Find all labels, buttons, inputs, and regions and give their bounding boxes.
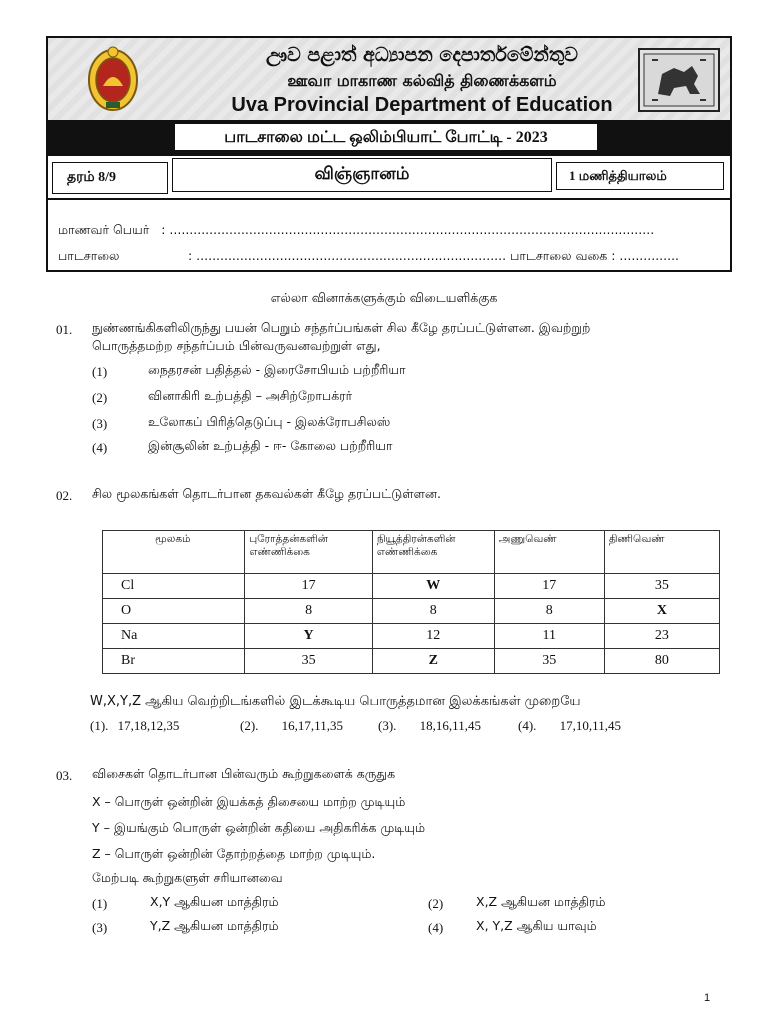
- table-cell: 8: [372, 599, 494, 624]
- table-cell: Y: [245, 624, 372, 649]
- table-cell: 11: [494, 624, 604, 649]
- answer-option[interactable]: [240, 718, 343, 734]
- school-type-field[interactable]: பாடசாலை வகை : ...............: [510, 248, 680, 263]
- grade-box: தரம் 8/9: [52, 162, 168, 194]
- option-number: (2): [428, 896, 444, 911]
- question-text: சில மூலகங்கள் தொடர்பான தகவல்கள் கீழே தரப்பட்டுள்ளன.: [92, 486, 441, 501]
- school-field[interactable]: : ..............................................................................: [187, 248, 507, 263]
- table-cell: 17: [245, 574, 372, 599]
- table-header: மூலகம்: [103, 531, 245, 574]
- table-cell: 80: [604, 649, 719, 674]
- option-number: (4): [92, 440, 108, 455]
- question-text-line: நுண்ணங்கிகளிலிருந்து பயன் பெறும் சந்தர்ப்பங்கள் சில கீழே தரப்பட்டுள்ளன. இவற்றுற்: [92, 320, 591, 335]
- question-text: விசைகள் தொடர்பான பின்வரும் கூற்றுகளைக் கருதுக: [92, 766, 396, 781]
- option-text[interactable]: உலோகப் பிரித்தெடுப்பு - இலக்ரோபசிலஸ்: [148, 414, 391, 429]
- answer-number: (4).: [518, 718, 537, 733]
- table-cell: 17: [494, 574, 604, 599]
- department-title-english: Uva Provincial Department of Education: [231, 94, 613, 116]
- student-name-field[interactable]: : ..........................................................................................................................: [161, 222, 655, 237]
- option-text[interactable]: X, Y,Z ஆகிய யாவும்: [476, 918, 597, 933]
- answer-option[interactable]: [518, 718, 621, 734]
- option-text[interactable]: X,Z ஆகியன மாத்திரம்: [476, 894, 606, 909]
- table-cell: 35: [604, 574, 719, 599]
- answer-text: 17,18,12,35: [117, 718, 180, 733]
- student-name-line: [58, 222, 654, 239]
- answer-text: 18,16,11,45: [419, 718, 481, 733]
- element-data-table: [102, 530, 720, 674]
- question-prompt: மேற்படி கூற்றுகளுள் சரியானவை: [92, 870, 283, 885]
- statement: Y – இயங்கும் பொருள் ஒன்றின் கதியை அதிகரிக்க முடியும்: [92, 820, 426, 835]
- statement: X – பொருள் ஒன்றின் இயக்கத் திசையை மாற்ற முடியும்: [92, 794, 406, 809]
- school-label: பாடசாலை: [58, 248, 120, 263]
- table-cell: 8: [245, 599, 372, 624]
- table-row: [103, 599, 720, 624]
- option-text[interactable]: Y,Z ஆகியன மாத்திரம்: [150, 918, 279, 933]
- option-number: (1): [92, 896, 108, 911]
- table-cell: 8: [494, 599, 604, 624]
- table-cell: 35: [494, 649, 604, 674]
- table-cell: 12: [372, 624, 494, 649]
- answer-option[interactable]: [90, 718, 179, 734]
- answer-text: 17,10,11,45: [559, 718, 621, 733]
- question-text-line: பொருத்தமற்ற சந்தர்ப்பம் பின்வருவனவற்றுள் எது,: [92, 338, 381, 353]
- school-line: [58, 248, 679, 265]
- exam-instruction: எல்லா வினாக்களுக்கும் விடையளிக்குக: [270, 290, 498, 305]
- exam-header: [46, 36, 732, 272]
- table-header: அணுவெண்: [494, 531, 604, 574]
- option-number: (4): [428, 920, 444, 935]
- table-cell: Cl: [103, 574, 245, 599]
- answer-option[interactable]: [378, 718, 481, 734]
- sri-lanka-emblem-icon: [86, 44, 140, 114]
- option-text[interactable]: வினாகிரி உற்பத்தி – அசிற்றோபக்ரர்: [148, 388, 353, 403]
- lion-flag-icon: [638, 48, 720, 112]
- question-number: 02.: [56, 488, 73, 503]
- table-cell: Z: [372, 649, 494, 674]
- option-number: (3): [92, 920, 108, 935]
- question-number: 03.: [56, 768, 73, 783]
- duration-box: 1 மணித்தியாலம்: [556, 162, 724, 190]
- option-text[interactable]: X,Y ஆகியன மாத்திரம்: [150, 894, 279, 909]
- table-cell: Na: [103, 624, 245, 649]
- answer-number: (1).: [90, 718, 109, 733]
- option-text[interactable]: இன்சூலின் உற்பத்தி - ஈ- கோலை பற்றீரியா: [148, 438, 393, 453]
- table-cell: 23: [604, 624, 719, 649]
- table-cell: X: [604, 599, 719, 624]
- question-prompt: W,X,Y,Z ஆகிய வெற்றிடங்களில் இடக்கூடிய பொருத்தமான இலக்கங்கள் முறையே: [90, 694, 581, 709]
- table-header-row: [103, 531, 720, 574]
- option-number: (3): [92, 416, 108, 431]
- table-cell: 35: [245, 649, 372, 674]
- table-cell: Br: [103, 649, 245, 674]
- table-row: [103, 649, 720, 674]
- answer-number: (3).: [378, 718, 397, 733]
- table-row: [103, 574, 720, 599]
- option-text[interactable]: நைதரசன் பதித்தல் - இரைசோபியம் பற்றீரியா: [148, 362, 406, 377]
- answer-number: (2).: [240, 718, 259, 733]
- table-cell: W: [372, 574, 494, 599]
- option-number: (1): [92, 364, 108, 379]
- department-title-sinhala: ඌව පළාත් අධ්‍යාපන දෙපාර්තමේන්තුව: [266, 44, 578, 66]
- competition-title: பாடசாலை மட்ட ஒலிம்பியாட் போட்டி - 2023: [174, 123, 598, 151]
- table-header: நியூத்திரன்களின் எண்ணிக்கை: [372, 531, 494, 574]
- table-header: புரோத்தன்களின் எண்ணிக்கை: [245, 531, 372, 574]
- answer-text: 16,17,11,35: [281, 718, 343, 733]
- student-name-label: மாணவர் பெயர்: [58, 222, 150, 237]
- page-number: 1: [704, 992, 711, 1004]
- table-row: [103, 624, 720, 649]
- department-title-tamil: ஊவா மாகாண கல்வித் திணைக்களம்: [287, 71, 557, 90]
- statement: Z – பொருள் ஒன்றின் தோற்றத்தை மாற்ற முடியும்.: [92, 846, 376, 861]
- subject-box: விஞ்ஞானம்: [172, 158, 552, 192]
- question-number: 01.: [56, 322, 73, 337]
- table-header: திணிவெண்: [604, 531, 719, 574]
- option-number: (2): [92, 390, 108, 405]
- table-cell: O: [103, 599, 245, 624]
